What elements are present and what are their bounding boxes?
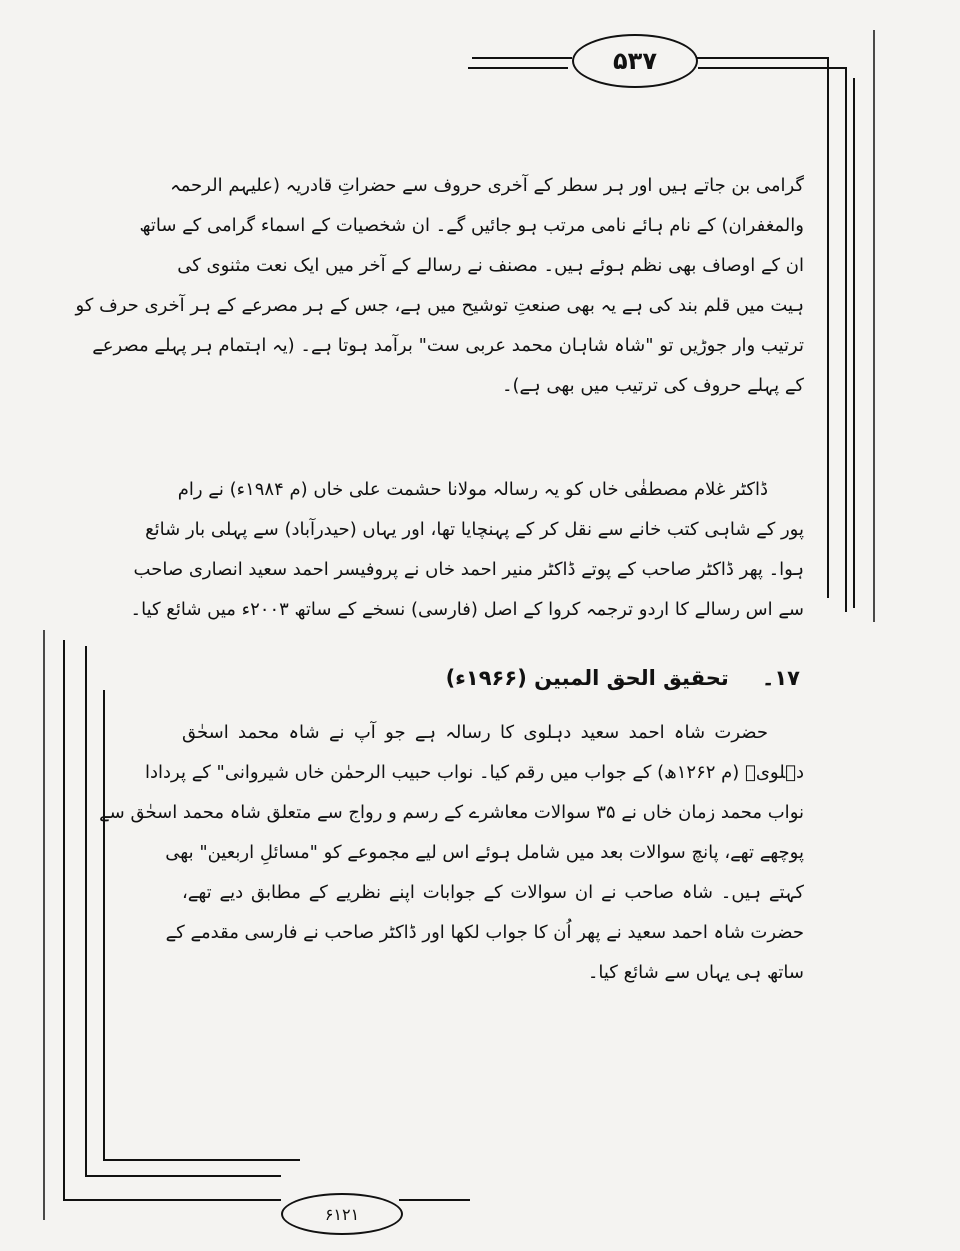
text-line: کے پہلے حروف کی ترتیب میں بھی ہے)۔ [501, 375, 804, 396]
paragraph-2 [130, 470, 804, 630]
text-line: کہتے ہیں۔ شاہ صاحب نے ان سوالات کے جوابات اپنے نظریے کے مطابق دیے تھے، [182, 882, 804, 903]
text-line: ہوا۔ پھر ڈاکٹر صاحب کے پوتے ڈاکٹر منیر احمد خاں نے پروفیسر احمد سعید انصاری صاحب [133, 559, 804, 580]
section-heading [446, 666, 800, 690]
text-line: حضرت شاہ احمد سعید دہلوی کا رسالہ ہے جو آپ نے شاہ محمد اسحٰق [182, 722, 768, 743]
page-number: ۵۳۷ [613, 47, 657, 75]
text-line: ڈاکٹر غلام مصطفٰی خاں کو یہ رسالہ مولانا حشمت علی خاں (م ۱۹۸۴ء) نے رام [177, 479, 768, 500]
paragraph-1 [75, 166, 804, 406]
text-line: پوچھے تھے، پانچ سوالات بعد میں شامل ہوئے اس لیے مجموعے کو "مسائلِ اربعین" بھی [165, 842, 804, 863]
text-line: والمغفران) کے نام ہائے نامی مرتب ہو جائیں گے۔ ان شخصیات کے اسماء گرامی کے ساتھ [139, 215, 804, 236]
text-line: سے اس رسالے کا اردو ترجمہ کروا کے اصل (فارسی) نسخے کے ساتھ ۲۰۰۳ء میں شائع کیا۔ [130, 599, 804, 620]
page-code-badge [281, 1193, 403, 1235]
paragraph-3 [99, 713, 804, 993]
text-line: ترتیب وار جوڑیں تو "شاہ شاہان محمد عربی ست" برآمد ہوتا ہے۔ (یہ اہتمام ہر پہلے مصرعے [92, 335, 804, 356]
section-number: ۱۷۔ [762, 666, 800, 690]
text-line: ان کے اوصاف بھی نظم ہوئے ہیں۔ مصنف نے رسالے کے آخر میں ایک نعت مثنوی کی [177, 255, 804, 276]
page-number-badge [572, 34, 698, 88]
text-line: ساتھ ہی یہاں سے شائع کیا۔ [587, 962, 804, 983]
section-title: تحقیق الحق المبین (۱۹۶۶ء) [445, 666, 729, 690]
text-line: پور کے شاہی کتب خانے سے نقل کر کے پہنچایا تھا، اور یہاں (حیدرآباد) سے پہلی بار شائع [145, 519, 804, 540]
text-line: نواب محمد زمان خاں نے ۳۵ سوالات معاشرے کے رسم و رواج سے متعلق شاہ محمد اسحٰق سے [99, 802, 804, 823]
text-line: ہیت میں قلم بند کی ہے یہ بھی صنعتِ توشیح میں ہے، جس کے ہر مصرعے کے ہر آخری حرف کو [75, 295, 804, 316]
text-line: حضرت شاہ احمد سعید نے پھر اُن کا جواب لکھا اور ڈاکٹر صاحب نے فارسی مقدمے کے [165, 922, 804, 943]
text-line: گرامی بن جاتے ہیں اور ہر سطر کے آخری حروف سے حضراتِ قادریہ (علیہم الرحمہ [170, 175, 804, 196]
page-code: ۶۱۲۱ [324, 1204, 360, 1224]
text-line: دہلویؒ (م ۱۲۶۲ھ) کے جواب میں رقم کیا۔ نواب حبیب الرحمٰن خاں شیروانی" کے پردادا [145, 762, 804, 783]
